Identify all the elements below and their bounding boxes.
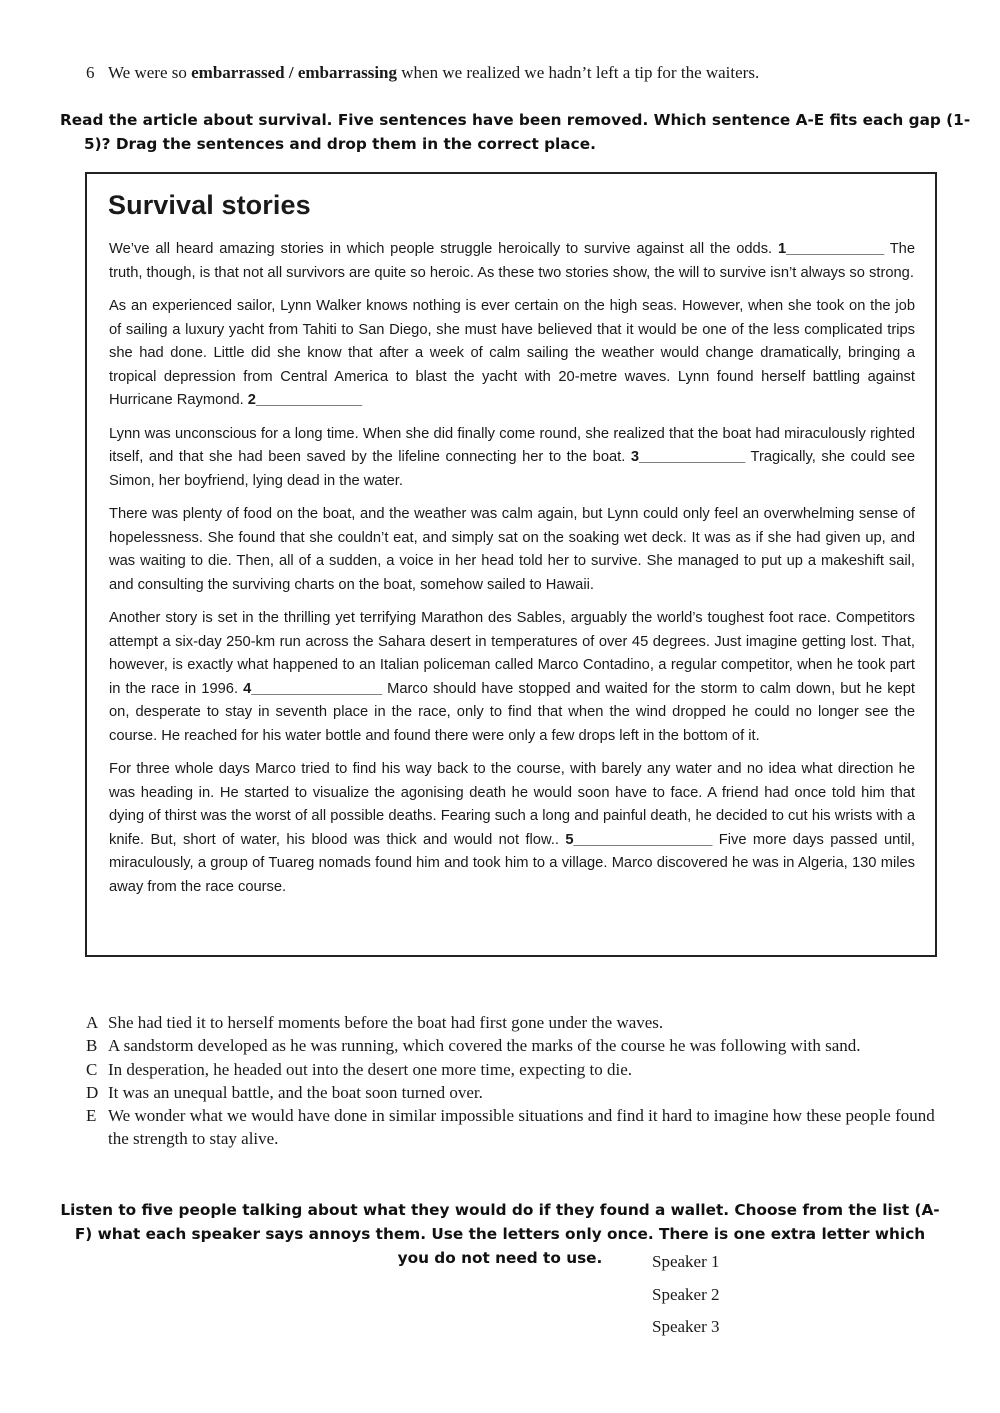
option-b[interactable] xyxy=(86,1034,946,1057)
reading-instruction: Read the article about survival. Five sentences have been removed. Which sentence A-E fits each gap (1-5)? Drag the sentences and drop them in the correct place. xyxy=(60,111,971,153)
paragraph-text: Another story is set in the thrilling yet terrifying Marathon des Sables, arguably the world’s toughest foot race. Competitors attempt a six-day 250-km run across the Sahara desert in temperatures of over 45 degrees. Just imagine getting lost. That, however, is exactly what happened to an Italian policeman called Marco Contadino, a regular competitor, when he took part in the race in 1996. xyxy=(109,610,915,697)
paragraph-text: Marco should have stopped and waited for the storm to calm down, but he kept on, desperate to stay in seventh place in the race, only to find that when the wind dropped he could no longer see the course. He reached for his water bottle and found there were only a few drops left in the bottom of it. xyxy=(109,680,915,744)
question-6 xyxy=(86,62,966,84)
option-text: It was an unequal battle, and the boat soon turned over. xyxy=(108,1082,483,1102)
option-letter: B xyxy=(86,1036,98,1056)
option-a[interactable] xyxy=(86,1011,946,1034)
speaker-2-label[interactable]: Speaker 2 xyxy=(652,1284,720,1304)
gap-5-dropzone[interactable]: 5_________________ xyxy=(565,831,713,848)
option-letter: E xyxy=(86,1106,97,1126)
option-text: In desperation, he headed out into the desert one more time, expecting to die. xyxy=(108,1059,632,1079)
article-paragraph-1 xyxy=(109,238,915,285)
gap-4-dropzone[interactable]: 4________________ xyxy=(243,680,383,697)
option-e[interactable] xyxy=(86,1104,946,1151)
listening-instruction: Listen to five people talking about what they would do if they found a wallet. Choose from the list (A-F) what each speaker says annoys them. Use the letters only once. There is one extra letter which you do not need to use. xyxy=(60,1201,940,1267)
option-text: We wonder what we would have done in similar impossible situations and find it hard to imagine how these people found the strength to stay alive. xyxy=(108,1106,935,1149)
question-text-after: when we realized we hadn’t left a tip for the waiters. xyxy=(397,63,760,82)
question-text-before: We were so xyxy=(108,63,192,82)
option-letter: D xyxy=(86,1082,99,1102)
gap-3-dropzone[interactable]: 3_____________ xyxy=(630,449,746,465)
article-paragraph-6 xyxy=(109,758,915,899)
speaker-3-label[interactable]: Speaker 3 xyxy=(652,1317,720,1336)
word-choice[interactable]: embarrassed / embarrassing xyxy=(191,63,397,82)
paragraph-text: For three whole days Marco tried to find his way back to the course, with barely any water and no idea what direction he was heading in. He started to visualize the agonising death he would soon have to face. A friend had once told him that dying of thirst was the worst of all possible deaths. Fearing such a long and painful death, he decided to cut his wrists with a knife. But, short of water, his blood was thick and would not flow.. xyxy=(109,761,915,848)
paragraph-text: As an experienced sailor, Lynn Walker knows nothing is ever certain on the high seas. However, when she took on the job of sailing a luxury yacht from Tahiti to San Diego, she must have believed that it would be one of the less complicated trips she had done. Little did she know that after a week of calm sailing the weather would change dramatically, bringing a tropical depression from Central America to blast the yacht with 20-metre waves. Lynn found herself battling against Hurricane Raymond. xyxy=(109,298,915,408)
paragraph-text: The truth, though, is that not all survivors are quite so heroic. As these two stories show, the will to survive isn’t always so strong. xyxy=(109,241,915,281)
gap-2-dropzone[interactable]: 2_____________ xyxy=(247,392,363,408)
sentence-options xyxy=(86,1011,946,1151)
option-text: She had tied it to herself moments before the boat had first gone under the waves. xyxy=(108,1013,664,1032)
paragraph-text: Lynn was unconscious for a long time. When she did finally come round, she realized that the boat had miraculously righted itself, and that she had been saved by the lifeline connecting her to the boat. xyxy=(109,425,915,465)
option-letter: C xyxy=(86,1059,98,1079)
article-paragraph-4: There was plenty of food on the boat, and the weather was calm again, but Lynn could only feel an overwhelming sense of hopelessness. She found that she couldn’t eat, and simply sat on the soaking wet deck. It was as if she had given up, and was waiting to die. Then, all of a sudden, a voice in her head told her to survive. She managed to put up a makeshift sail, and consulting the surviving charts on the boat, somehow sailed to Hawaii. xyxy=(109,506,915,593)
article-box xyxy=(85,172,937,957)
article-paragraph-5 xyxy=(109,607,915,748)
article-paragraph-3 xyxy=(109,423,915,494)
option-letter: A xyxy=(86,1013,99,1032)
paragraph-text: Tragically, she could see Simon, her boyfriend, lying dead in the water. xyxy=(109,449,915,489)
speaker-list xyxy=(652,1251,720,1349)
article-paragraph-2 xyxy=(109,295,915,413)
option-text: A sandstorm developed as he was running, which covered the marks of the course he was following with sand. xyxy=(108,1036,861,1056)
gap-1-dropzone[interactable]: 1____________ xyxy=(777,241,885,257)
article-title: Survival stories xyxy=(108,190,311,220)
option-d[interactable] xyxy=(86,1081,946,1104)
paragraph-text: We’ve all heard amazing stories in which people struggle heroically to survive against all the odds. xyxy=(109,241,778,257)
option-c[interactable] xyxy=(86,1058,946,1081)
article-body xyxy=(109,238,915,909)
paragraph-text: Five more days passed until, miraculously, a group of Tuareg nomads found him and took him to a village. Marco discovered he was in Algeria, 130 miles away from the race course. xyxy=(109,831,915,895)
question-number: 6 xyxy=(86,63,95,82)
speaker-1-label[interactable]: Speaker 1 xyxy=(652,1252,720,1271)
